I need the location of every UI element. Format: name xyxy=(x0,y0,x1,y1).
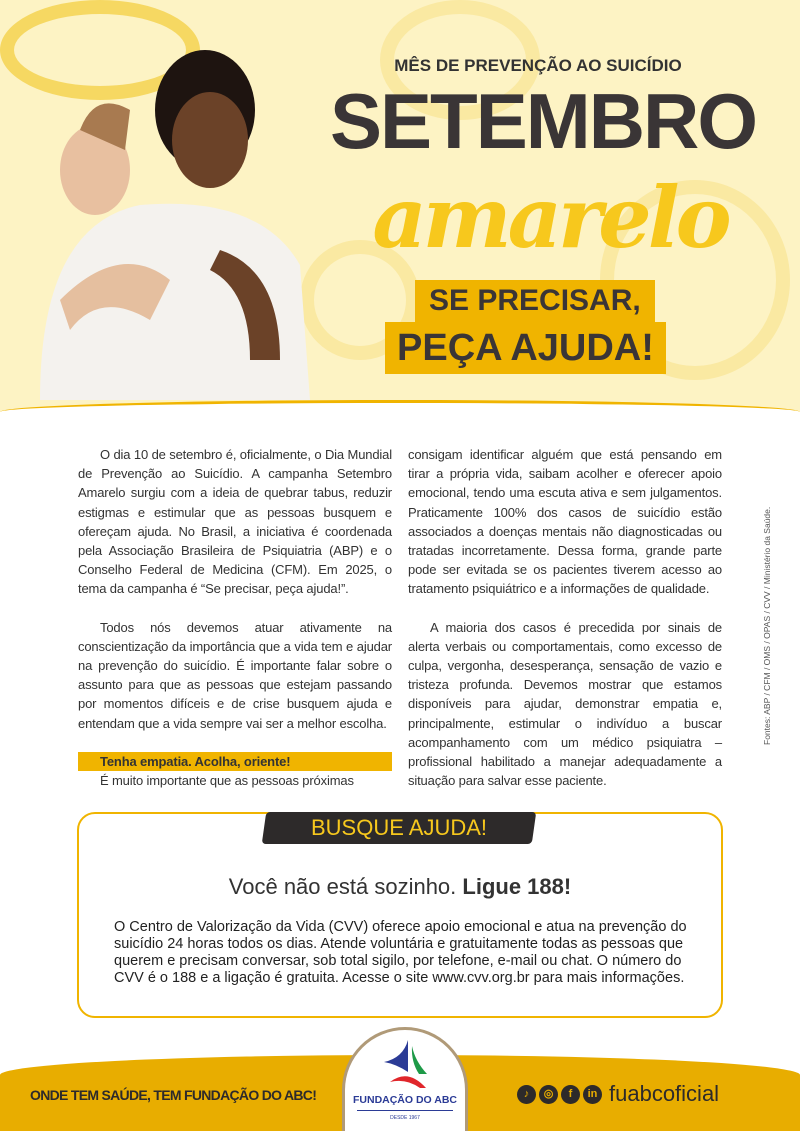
campaign-script-title: amarelo xyxy=(372,168,728,267)
article-right-column xyxy=(408,445,722,809)
instagram-icon[interactable]: ◎ xyxy=(539,1085,558,1104)
paragraph: A maioria dos casos é precedida por sinais de alerta verbais ou comportamentais, como excesso de culpa, vergonha, desesperança, sensação de vazio e tristeza profunda. Devemos mostrar que estamos disponíveis para ajudar, demonstrar empatia e, principalmente, estimular o indivíduo a buscar acompanhamento com um médico psiquiatra – profissional habilitado a manejar adequadamente a situação para salvar esse paciente. xyxy=(408,619,722,789)
linkedin-icon[interactable]: in xyxy=(583,1085,602,1104)
paragraph: É muito importante que as pessoas próximas xyxy=(100,773,354,789)
campaign-kicker: MÊS DE PREVENÇÃO AO SUICÍDIO xyxy=(394,56,682,75)
paragraph: consigam identificar alguém que está pensando em tirar a própria vida, saibam acolher e oferecer apoio emocional, tendo uma escuta ativa e sem julgamentos. Praticamente 100% dos casos de suicídio estão associados a doenças mentais não diagnosticadas ou tratadas incorretamente. Dessa forma, grande parte pode ser evitada se os pacientes tiverem acesso ao tratamento psiquiátrico e a informações de qualidade. xyxy=(408,447,722,597)
paragraph: O dia 10 de setembro é, oficialmente, o Dia Mundial de Prevenção ao Suicídio. A campanha Setembro Amarelo surgiu com a ideia de quebrar tabus, reduzir estigmas e estimular que as pessoas busquem e ofereçam ajuda. No Brasil, a iniciativa é coordenada pela Associação Brasileira de Psiquiatria (ABP) e o Conselho Federal de Medicina (CFM). Em 2025, o tema da campanha é “Se precisar, peça ajuda!”. xyxy=(78,447,392,597)
fundacao-abc-logo: FUNDAÇÃO DO ABC DESDE 1967 xyxy=(342,1027,468,1131)
help-box xyxy=(77,812,723,1018)
hugging-women-photo xyxy=(20,20,320,400)
social-handle[interactable]: fuabcoficial xyxy=(609,1081,720,1106)
section-highlight: Tenha empatia. Acolha, oriente! xyxy=(78,752,392,771)
social-links xyxy=(517,1081,719,1107)
facebook-icon[interactable]: f xyxy=(561,1085,580,1104)
footer-slogan: ONDE TEM SAÚDE, TEM FUNDAÇÃO DO ABC! xyxy=(30,1087,317,1103)
article-left-column xyxy=(78,445,392,790)
badge-line1: SE PRECISAR, xyxy=(415,280,655,322)
help-banner: BUSQUE AJUDA! xyxy=(262,812,536,844)
paragraph: Todos nós devemos atuar ativamente na conscientização da importância que a vida tem e ajudar na prevenção do suicídio. É importante falar sobre o assunto para que as pessoas que estejam passando por momentos difíceis e de crise busquem ajuda e entendam que a vida sempre vai ser a melhor escolha. xyxy=(78,619,392,731)
logo-mark-icon xyxy=(380,1038,435,1093)
help-text: O Centro de Valorização da Vida (CVV) oferece apoio emocional e atua na prevenção do suicídio 24 horas todos os dias. Atende voluntária e gratuitamente todas as pessoas que querem e precisam conversar, sob total sigilo, por telefone, e-mail ou chat. O número do CVV é o 188 e a ligação é gratuita. Acesse o site www.cvv.org.br para mais informações. xyxy=(114,919,687,986)
campaign-title: SETEMBRO xyxy=(330,77,757,165)
help-headline: Você não está sozinho. Ligue 188! xyxy=(228,874,572,899)
sources-note: Fontes: ABP / CFM / OMS / OPAS / CVV / Ministério da Saúde. xyxy=(762,506,772,745)
tiktok-icon[interactable]: ♪ xyxy=(517,1085,536,1104)
badge-line2: PEÇA AJUDA! xyxy=(385,322,666,374)
